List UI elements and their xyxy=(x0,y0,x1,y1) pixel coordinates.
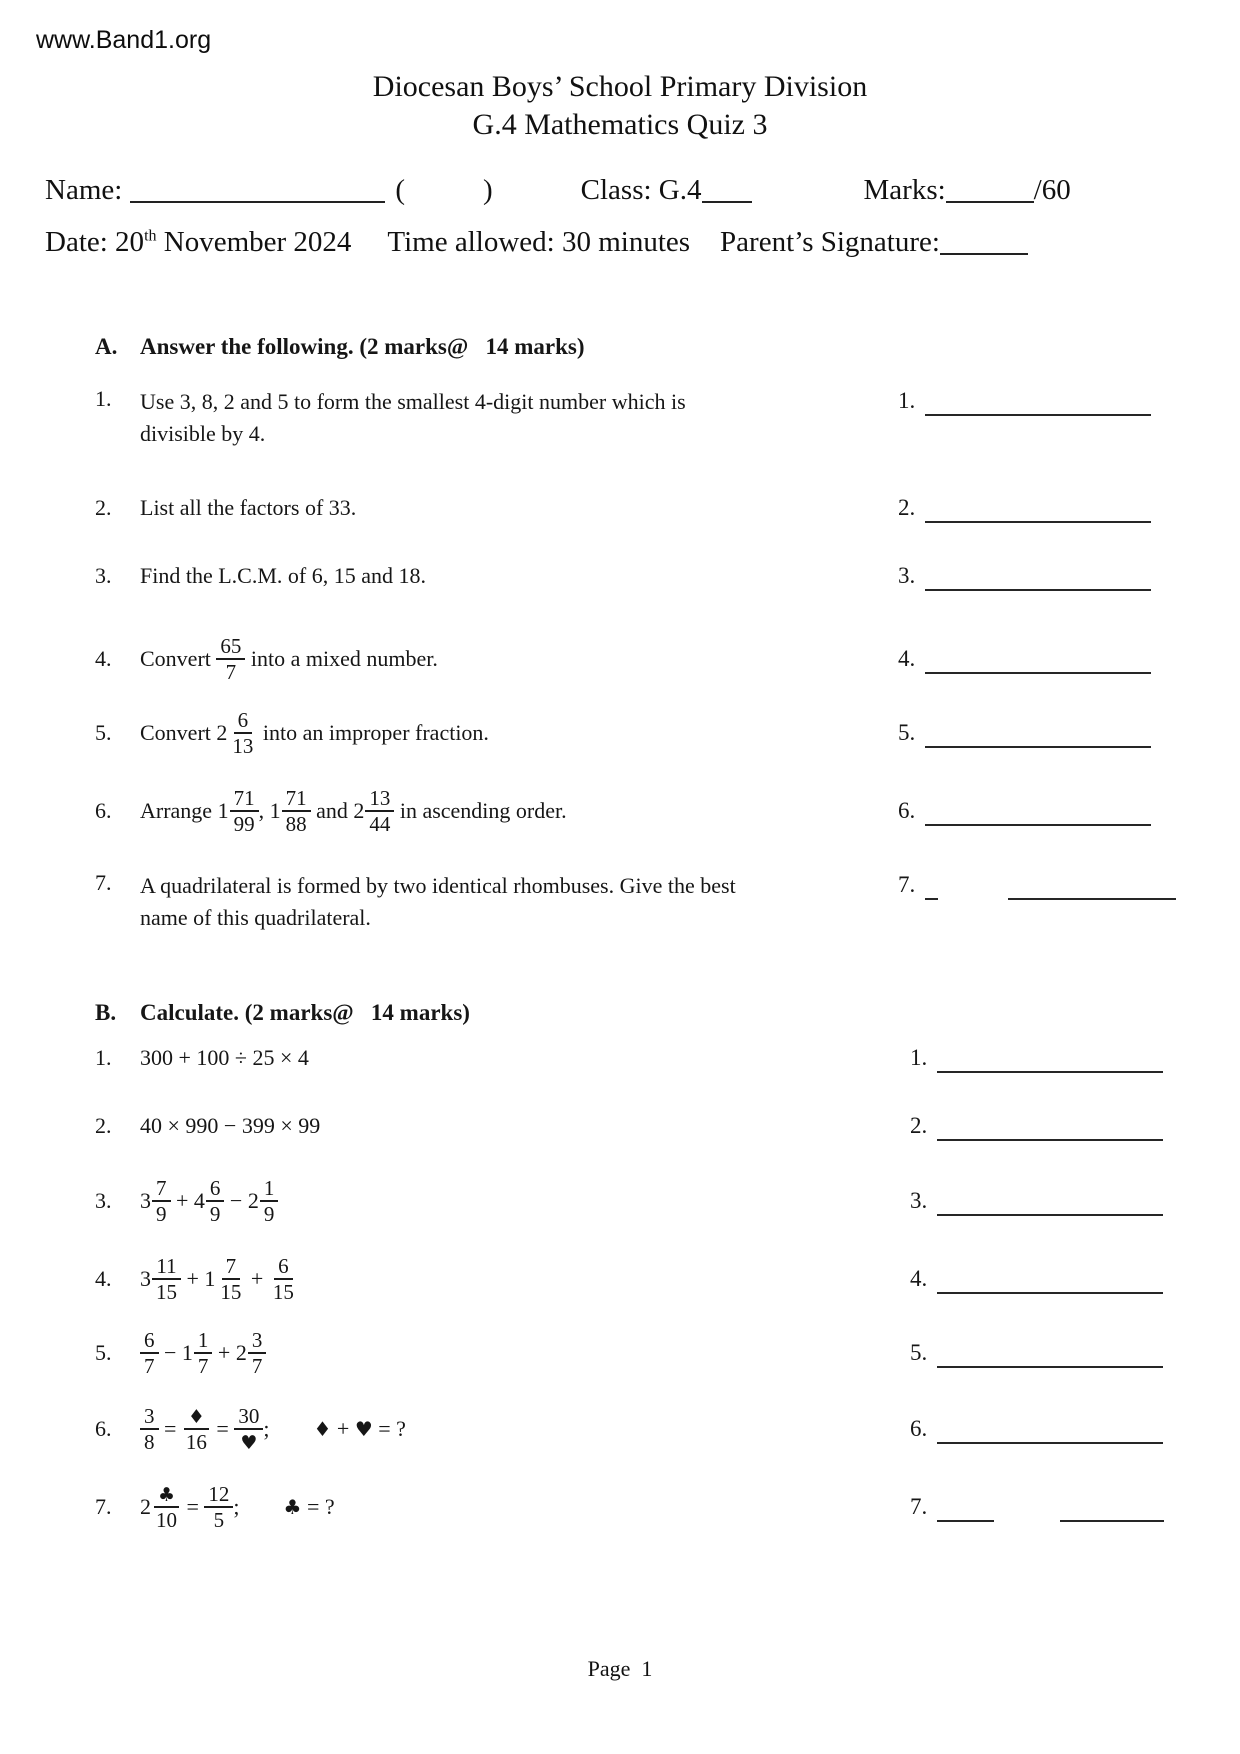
marks-total: /60 xyxy=(1033,174,1071,206)
fraction-numerator: 71 xyxy=(230,786,259,812)
section-label: B. xyxy=(95,1000,117,1025)
answer-blank-line xyxy=(937,1416,1163,1444)
question-number: 4. xyxy=(95,646,112,671)
answer-cell xyxy=(840,870,1185,900)
question-text xyxy=(140,560,840,592)
answer-cell xyxy=(840,644,1185,674)
fraction xyxy=(269,1254,298,1304)
mixed-number xyxy=(218,786,259,836)
question-text-fragment: ♣ = ? xyxy=(283,1494,335,1519)
question-text-fragment: List all the factors of 33. xyxy=(140,495,357,520)
answer-number: 5. xyxy=(910,1340,928,1365)
question-text-fragment: = xyxy=(210,1416,235,1441)
mixed-number xyxy=(182,1328,213,1378)
answer-number: 7. xyxy=(898,872,916,897)
answer-blank-line xyxy=(925,388,1151,416)
fraction xyxy=(216,1254,245,1304)
answer-number: 4. xyxy=(898,646,916,671)
fraction-numerator: 11 xyxy=(152,1254,180,1280)
spacer xyxy=(690,250,720,251)
marks-blank-line xyxy=(946,201,1034,203)
section-heading-text: Calculate. (2 marks@ 14 marks) xyxy=(140,1000,470,1025)
class-label: Class: G.4 xyxy=(580,174,702,206)
mixed-number-whole: 1 xyxy=(181,1340,193,1365)
section-b-heading xyxy=(95,998,1185,1028)
fraction-denominator: 16 xyxy=(185,1430,207,1454)
question-text-fragment: + xyxy=(170,1188,194,1213)
fraction-denominator: 7 xyxy=(197,1354,209,1378)
page-footer: Page 1 xyxy=(587,1656,653,1681)
answer-number: 1. xyxy=(898,388,916,413)
question-text-fragment: ; xyxy=(233,1494,240,1519)
answer-blank-line xyxy=(925,646,1151,674)
fraction-denominator xyxy=(236,1430,261,1454)
fraction xyxy=(194,1328,213,1378)
mixed-number-whole: 1 xyxy=(204,1266,216,1291)
question-number: 5. xyxy=(95,1340,112,1365)
fraction-denominator: 7 xyxy=(144,1354,155,1378)
fraction-numerator: 7 xyxy=(152,1176,171,1202)
signature-blank-line xyxy=(940,253,1028,255)
answer-blank-line xyxy=(937,1188,1163,1216)
heart-suit-icon: ♥ xyxy=(240,1432,258,1454)
fraction xyxy=(206,1176,225,1226)
question-number: 7. xyxy=(95,870,112,895)
sections-container xyxy=(95,332,1185,1538)
question-text xyxy=(140,786,840,836)
answer-number: 7. xyxy=(910,1494,928,1519)
question-a5 xyxy=(95,702,1185,764)
answer-number: 2. xyxy=(910,1113,928,1138)
mixed-number-whole: 1 xyxy=(217,798,229,823)
question-text-fragment: A quadrilateral is formed by two identical rhombuses. Give the best xyxy=(140,873,736,898)
mixed-number-whole: 4 xyxy=(193,1188,205,1213)
parent-signature-label: Parent’s Signature: xyxy=(720,226,940,258)
question-text-fragment: ; xyxy=(263,1416,270,1441)
answer-cell xyxy=(840,1338,1185,1368)
answer-number: 5. xyxy=(898,720,916,745)
answer-number: 3. xyxy=(898,563,916,588)
fraction xyxy=(152,1176,171,1226)
question-text-fragment: = xyxy=(181,1494,205,1519)
answer-cell xyxy=(840,493,1185,523)
mixed-number-whole: 3 xyxy=(140,1266,151,1291)
mixed-number xyxy=(270,786,311,836)
answer-number: 3. xyxy=(910,1188,928,1213)
fraction-numerator xyxy=(184,1404,209,1430)
fraction-denominator: 88 xyxy=(285,812,307,836)
fraction xyxy=(140,1328,159,1378)
name-label: Name: xyxy=(45,174,123,206)
date-info-row xyxy=(45,226,1028,259)
section-heading-text: Answer the following. (2 marks@ 14 marks) xyxy=(140,334,585,359)
name-blank-line xyxy=(130,201,385,203)
diamond-suit-icon: ♦ xyxy=(313,1417,332,1441)
title-block xyxy=(0,68,1240,144)
fraction xyxy=(228,708,257,758)
fraction-numerator: 1 xyxy=(260,1176,279,1202)
spacer xyxy=(122,198,130,199)
mixed-number xyxy=(194,1176,225,1226)
question-number: 3. xyxy=(95,1188,112,1213)
question-number: 4. xyxy=(95,1266,112,1291)
question-a6 xyxy=(95,780,1185,842)
answer-cell xyxy=(840,1492,1185,1522)
question-number: 5. xyxy=(95,720,112,745)
question-text-fragment: 300 + 100 ÷ 25 × 4 xyxy=(140,1045,309,1070)
class-number-paren-close: ) xyxy=(482,174,493,206)
answer-cell xyxy=(840,796,1185,826)
answer-cell xyxy=(840,718,1185,748)
fraction-denominator: 13 xyxy=(232,734,254,758)
question-a2 xyxy=(95,492,1185,524)
fraction-denominator: 5 xyxy=(213,1508,225,1532)
answer-blank-line xyxy=(937,1113,1163,1141)
fraction-numerator: 6 xyxy=(206,1176,225,1202)
site-url-text: www.Band1.org xyxy=(36,26,212,54)
fraction-numerator xyxy=(154,1482,179,1508)
mixed-number xyxy=(140,1176,171,1226)
fraction-denominator: 15 xyxy=(156,1280,177,1304)
fraction xyxy=(152,1254,181,1304)
fraction-numerator: 6 xyxy=(274,1254,293,1280)
mixed-number-whole: 2 xyxy=(353,798,365,823)
answer-cell xyxy=(840,386,1185,416)
answer-blank-line xyxy=(925,563,1151,591)
mixed-number xyxy=(248,1176,279,1226)
question-text-fragment: into an improper fraction. xyxy=(257,720,489,745)
question-b7 xyxy=(95,1476,1185,1538)
question-text xyxy=(140,386,840,450)
marks-label: Marks: xyxy=(863,174,946,206)
fraction xyxy=(365,786,394,836)
fraction-denominator: 9 xyxy=(156,1202,167,1226)
answer-number: 4. xyxy=(910,1266,928,1291)
question-number: 1. xyxy=(95,1045,112,1070)
fraction-denominator: 8 xyxy=(144,1430,155,1454)
fraction-denominator: 44 xyxy=(369,812,391,836)
fraction xyxy=(230,786,259,836)
date-label: Date: 20th November 2024 xyxy=(45,226,352,258)
fraction xyxy=(182,1404,211,1454)
fraction xyxy=(248,1328,267,1378)
fraction xyxy=(260,1176,279,1226)
question-text-fragment: + xyxy=(181,1266,205,1291)
question-text-fragment: ♦ + ♥ = ? xyxy=(313,1416,406,1441)
heart-suit-icon: ♥ xyxy=(354,1417,373,1441)
question-text-fragment: in ascending order. xyxy=(394,798,567,823)
class-number-space xyxy=(405,198,483,199)
spacer xyxy=(351,250,387,251)
fraction-numerator: 3 xyxy=(248,1328,267,1354)
question-text-fragment: Use 3, 8, 2 and 5 to form the smallest 4-digit number which is xyxy=(140,389,686,414)
question-text xyxy=(140,870,840,934)
fraction-numerator: 3 xyxy=(140,1404,159,1430)
question-text-fragment: Convert xyxy=(140,646,217,671)
fraction-numerator: 30 xyxy=(234,1404,263,1430)
time-allowed-label: Time allowed: 30 minutes xyxy=(387,226,691,258)
fraction-numerator: 65 xyxy=(216,634,245,660)
class-number-paren-open: ( xyxy=(395,174,405,206)
mixed-number-whole: 1 xyxy=(269,798,281,823)
answer-cell xyxy=(840,1186,1185,1216)
student-info-row xyxy=(45,174,1071,207)
question-a4 xyxy=(95,628,1185,690)
question-number: 7. xyxy=(95,1494,112,1519)
section-b xyxy=(95,998,1185,1538)
question-number: 2. xyxy=(95,495,112,520)
spacer xyxy=(385,198,395,199)
section-a xyxy=(95,332,1185,934)
answer-blank-line xyxy=(925,495,1151,523)
fraction xyxy=(282,786,311,836)
mixed-number xyxy=(140,1254,181,1304)
fraction-numerator: 71 xyxy=(282,786,311,812)
question-b4 xyxy=(95,1248,1185,1310)
answer-cell xyxy=(840,1043,1185,1073)
mixed-number-whole: 2 xyxy=(247,1188,259,1213)
fraction-denominator: 7 xyxy=(251,1354,263,1378)
section-label: A. xyxy=(95,334,118,359)
answer-cell xyxy=(840,1264,1185,1294)
answer-cell xyxy=(840,1414,1185,1444)
class-blank-line xyxy=(702,201,752,203)
fraction-denominator: 15 xyxy=(272,1280,294,1304)
mixed-number xyxy=(204,1254,245,1304)
fraction-denominator: 10 xyxy=(156,1508,177,1532)
question-text-fragment: Find the L.C.M. of 6, 15 and 18. xyxy=(140,563,426,588)
mixed-number xyxy=(216,708,257,758)
answer-blank-line xyxy=(1060,1494,1164,1522)
fraction-denominator: 7 xyxy=(225,660,237,684)
mixed-number xyxy=(236,1328,267,1378)
club-suit-icon: ♣ xyxy=(157,1483,176,1506)
section-a-heading xyxy=(95,332,1185,362)
question-text-fragment: Arrange xyxy=(140,798,218,823)
answer-blank-line xyxy=(937,1340,1163,1368)
spacer xyxy=(493,198,581,199)
answer-blank-line xyxy=(925,798,1151,826)
question-number: 6. xyxy=(95,798,112,823)
fraction-numerator: 13 xyxy=(365,786,394,812)
club-suit-icon: ♣ xyxy=(283,1495,302,1519)
mixed-number xyxy=(353,786,394,836)
fraction xyxy=(204,1482,233,1532)
answer-blank-line xyxy=(937,1266,1163,1294)
question-text xyxy=(140,1254,840,1304)
question-a3 xyxy=(95,560,1185,592)
question-text-fragment: , xyxy=(258,798,270,823)
answer-blank-line xyxy=(1008,872,1176,900)
fraction-denominator: 9 xyxy=(209,1202,221,1226)
answer-blank-line xyxy=(925,872,938,900)
answer-blank-gap xyxy=(948,874,998,900)
spacer xyxy=(752,198,864,199)
fraction-numerator: 6 xyxy=(234,708,253,734)
answer-blank-line xyxy=(937,1494,994,1522)
mixed-number-whole: 3 xyxy=(140,1188,151,1213)
fraction-numerator: 12 xyxy=(204,1482,233,1508)
question-number: 6. xyxy=(95,1416,112,1441)
question-text xyxy=(140,1176,840,1226)
question-number: 2. xyxy=(95,1113,112,1138)
fraction-numerator: 7 xyxy=(222,1254,241,1280)
answer-number: 6. xyxy=(910,1416,928,1441)
mixed-number-whole: 2 xyxy=(216,720,228,745)
question-text-fragment: + xyxy=(245,1266,269,1291)
fraction xyxy=(234,1404,263,1454)
mixed-number xyxy=(140,1482,181,1532)
question-text-fragment: Convert xyxy=(140,720,217,745)
question-text xyxy=(140,1404,840,1454)
question-b1 xyxy=(95,1042,1185,1074)
school-title: Diocesan Boys’ School Primary Division xyxy=(372,70,868,103)
answer-number: 2. xyxy=(898,495,916,520)
quiz-title: G.4 Mathematics Quiz 3 xyxy=(472,108,768,141)
question-a1 xyxy=(95,386,1185,450)
fraction-numerator: 1 xyxy=(194,1328,213,1354)
fraction xyxy=(140,1404,159,1454)
question-text xyxy=(140,1482,840,1532)
answer-blank-gap xyxy=(1004,1496,1050,1522)
mixed-number-whole: 2 xyxy=(235,1340,247,1365)
question-text-fragment: − xyxy=(158,1340,182,1365)
question-text-fragment: divisible by 4. xyxy=(140,421,266,446)
question-text-fragment: − xyxy=(224,1188,248,1213)
question-b3 xyxy=(95,1170,1185,1232)
date-ordinal-superscript: th xyxy=(144,227,157,245)
question-b5 xyxy=(95,1322,1185,1384)
answer-cell xyxy=(840,561,1185,591)
question-text-fragment: + xyxy=(212,1340,236,1365)
fraction-numerator: 6 xyxy=(140,1328,159,1354)
question-text xyxy=(140,708,840,758)
fraction-denominator: 99 xyxy=(233,812,255,836)
answer-blank-line xyxy=(925,720,1151,748)
answer-number: 6. xyxy=(898,798,916,823)
question-text xyxy=(140,1110,840,1142)
answer-number: 1. xyxy=(910,1045,928,1070)
question-b2 xyxy=(95,1110,1185,1142)
question-number: 3. xyxy=(95,563,112,588)
fraction xyxy=(216,634,245,684)
question-text-fragment: into a mixed number. xyxy=(245,646,438,671)
fraction xyxy=(152,1482,181,1532)
question-a7 xyxy=(95,870,1185,934)
question-text-fragment: and xyxy=(310,798,354,823)
diamond-suit-icon: ♦ xyxy=(187,1405,205,1428)
question-text xyxy=(140,1328,840,1378)
answer-cell xyxy=(840,1111,1185,1141)
question-text-fragment: name of this quadrilateral. xyxy=(140,905,371,930)
question-text-fragment: = xyxy=(158,1416,182,1441)
fraction-denominator: 9 xyxy=(263,1202,275,1226)
question-text xyxy=(140,1042,840,1074)
question-text-fragment: 40 × 990 − 399 × 99 xyxy=(140,1113,321,1138)
answer-blank-line xyxy=(937,1045,1163,1073)
fraction-denominator: 15 xyxy=(220,1280,242,1304)
question-text xyxy=(140,634,840,684)
question-number: 1. xyxy=(95,386,112,411)
question-text xyxy=(140,492,840,524)
question-b6 xyxy=(95,1398,1185,1460)
mixed-number-whole: 2 xyxy=(140,1494,151,1519)
